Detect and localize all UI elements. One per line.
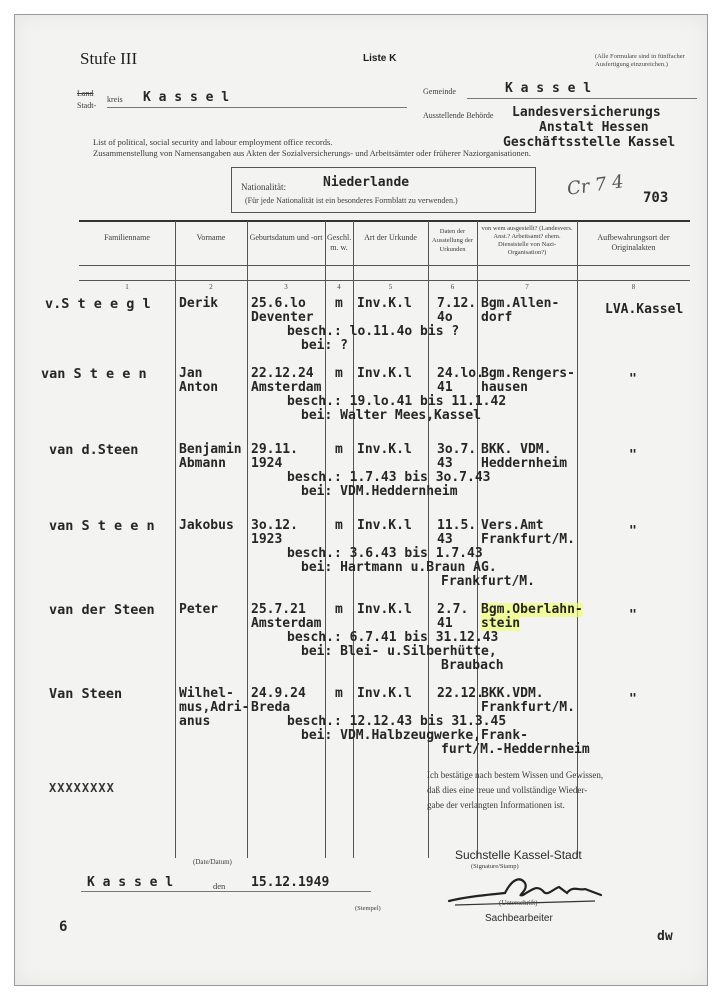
column-number-7: 7 [525, 283, 529, 291]
typist-initials: dw [657, 929, 673, 944]
column-header-6: Daten der Ausstellung der Urkunden [432, 228, 473, 253]
stadt-label: Stadt- [77, 101, 97, 110]
row-surname: v.S t e e g l [45, 296, 151, 312]
row-document-date: 24.lo. [437, 366, 484, 381]
row-given-name: Abmann [179, 456, 226, 471]
sachbearbeiter-label: Sachbearbeiter [485, 913, 553, 924]
column-header-3: Geburtsdatum und -ort [249, 233, 323, 242]
description-german: Zusammenstellung von Namensangaben aus Akten der Sozialversicherungs- und Arbeitsämter oder früherer Naziorganisationen. [93, 148, 531, 158]
footer-den: den [213, 881, 226, 891]
copies-note-line1: (Alle Formulare sind in fünffacher [595, 53, 685, 60]
row-issuer: BKK.VDM. [481, 686, 544, 701]
row-sex: m [335, 686, 343, 701]
row-employment: besch.: 12.12.43 bis 31.3.45 [287, 714, 507, 729]
row-storage: " [629, 372, 637, 387]
row-document-date: 11.5. [437, 518, 477, 533]
row-issuer: Heddernheim [481, 456, 568, 471]
column-header-4: Geschl. m. w. [327, 233, 352, 252]
row-employer: furt/M.-Heddernheim [441, 742, 590, 757]
row-sex: m [335, 366, 343, 381]
row-birth: 3o.12. [251, 518, 298, 533]
sheet-number: 703 [643, 190, 669, 206]
row-issuer: Frankfurt/M. [481, 700, 575, 715]
list-title: Liste K [363, 53, 397, 64]
row-document-date: 43 [437, 456, 453, 471]
row-birth: 1923 [251, 532, 283, 547]
row-surname: van der Steen [49, 602, 155, 618]
footer-date: 15.12.1949 [251, 875, 330, 890]
row-storage: " [629, 608, 637, 623]
col-divider-3 [325, 221, 326, 858]
row-given-name: Wilhel- [179, 686, 234, 701]
column-header-5: Art der Urkunde [364, 233, 417, 242]
column-number-1: 1 [125, 283, 129, 291]
gemeinde-value: K a s s e l [505, 81, 592, 96]
signature-label: (Signature/Stamp) [471, 863, 519, 870]
column-number-8: 8 [631, 283, 636, 291]
row-given-name: Anton [179, 380, 219, 395]
handwritten-mark: Cr 7 4 [565, 171, 625, 200]
row-document-type: Inv.K.l [357, 442, 412, 457]
row-document-type: Inv.K.l [357, 602, 412, 617]
row-issuer: hausen [481, 380, 528, 395]
row-employer: bei: Hartmann u.Braun AG. [301, 560, 497, 575]
row-document-date: 4o [437, 310, 453, 325]
row-employer: Frankfurt/M. [441, 574, 535, 589]
stempel-label: (Stempel) [355, 905, 381, 912]
row-birth: 25.6.lo [251, 296, 306, 311]
column-header-8: Aufbewahrungsort der Originalakten [597, 233, 670, 252]
row-birth: 29.11. [251, 442, 298, 457]
column-header-7: von wem ausgestellt? (Landesvers. Anst.? Arbeitsamt? ehem. Dienststelle von Nazi-Organisation?) [481, 225, 573, 256]
row-employment: besch.: 19.lo.41 bis 11.1.42 [287, 394, 507, 409]
header-bottom-rule [79, 265, 690, 266]
row-issuer: Bgm.Allen- [481, 296, 560, 311]
form-sheet [14, 14, 708, 986]
column-number-4: 4 [337, 283, 341, 291]
row-issuer: Vers.Amt [481, 518, 544, 533]
row-employer: bei: Blei- u.Silberhütte, [301, 644, 497, 659]
row-document-date: 2.7. [437, 602, 469, 617]
row-employment: besch.: 3.6.43 bis 1.7.43 [287, 546, 483, 561]
nationality-value: Niederlande [323, 175, 410, 190]
numbers-bottom-rule [79, 280, 690, 281]
certification-line2: daß dies eine treue und vollständige Wieder- [427, 785, 588, 795]
authority-line3: Geschäftsstelle Kassel [503, 135, 676, 150]
row-sex: m [335, 296, 343, 311]
row-given-name: Derik [179, 296, 219, 311]
nationality-note: (Für jede Nationalität ist ein besonderes Formblatt zu verwenden.) [245, 196, 458, 205]
column-number-3: 3 [284, 283, 288, 291]
row-given-name: Benjamin [179, 442, 242, 457]
row-sex: m [335, 518, 343, 533]
col-divider-6 [477, 221, 478, 858]
kreis-underline [107, 107, 407, 108]
row-sex: m [335, 442, 343, 457]
row-given-name: Peter [179, 602, 219, 617]
row-employment: besch.: 6.7.41 bis 31.12.43 [287, 630, 499, 645]
row-issuer: BKK. VDM. [481, 442, 552, 457]
col-divider-5 [428, 221, 429, 858]
column-header-2: Vorname [196, 233, 226, 242]
row-document-type: Inv.K.l [357, 296, 412, 311]
row-document-type: Inv.K.l [357, 366, 412, 381]
row-given-name: mus,Adri- [179, 700, 250, 715]
row-document-type: Inv.K.l [357, 686, 412, 701]
row-surname: van S t e e n [49, 518, 155, 534]
authority-label: Ausstellende Behörde [423, 111, 494, 120]
row-birth: Amsterdam [251, 616, 322, 631]
certification-line3: gabe der verlangten Informationen ist. [427, 800, 565, 810]
row-employer: bei: VDM.Halbzeugwerke,Frank- [301, 728, 528, 743]
row-surname: Van Steen [49, 686, 123, 702]
row-document-date: 7.12. [437, 296, 477, 311]
column-number-6: 6 [450, 283, 455, 291]
row-employer: bei: VDM.Heddernheim [301, 484, 458, 499]
row-given-name: Jakobus [179, 518, 234, 533]
row-birth: Amsterdam [251, 380, 322, 395]
row-sex: m [335, 602, 343, 617]
stamp-organization: Suchstelle Kassel-Stadt [455, 848, 582, 862]
land-label: Land [77, 89, 94, 98]
row-issuer: Bgm.Oberlahn- [481, 602, 583, 617]
column-number-2: 2 [209, 283, 213, 291]
row-given-name: Jan [179, 366, 203, 381]
description-english: List of political, social security and labour employment office records. [93, 137, 333, 147]
kreis-label: kreis [107, 95, 123, 104]
row-issuer: dorf [481, 310, 513, 325]
column-header-1: Familienname [104, 233, 150, 242]
row-employment: besch.: 1.7.43 bis 3o.7.43 [287, 470, 491, 485]
row-employer: Braubach [441, 658, 504, 673]
row-document-type: Inv.K.l [357, 518, 412, 533]
table-top-rule [79, 220, 690, 222]
col-divider-7 [577, 221, 578, 858]
authority-line2: Anstalt Hessen [539, 120, 649, 135]
row-issuer: Bgm.Rengers- [481, 366, 575, 381]
row-document-date: 41 [437, 616, 453, 631]
row-storage: " [629, 524, 637, 539]
row-birth: 24.9.24 [251, 686, 306, 701]
gemeinde-underline [467, 98, 697, 99]
row-birth: 22.12.24 [251, 366, 314, 381]
footer-place: K a s s e l [87, 875, 174, 890]
nationality-label: Nationalität: [241, 182, 286, 192]
row-document-date: 41 [437, 380, 453, 395]
row-storage: LVA.Kassel [605, 302, 684, 317]
row-birth: Deventer [251, 310, 314, 325]
row-document-date: 22.12. [437, 686, 484, 701]
row-issuer: Frankfurt/M. [481, 532, 575, 547]
row-issuer: stein [481, 616, 521, 631]
row-document-date: 43 [437, 532, 453, 547]
row-employer: bei: ? [301, 338, 348, 353]
date-underline [81, 891, 371, 892]
row-storage: " [629, 448, 637, 463]
authority-line1: Landesversicherungs [512, 105, 661, 120]
page-number: 6 [59, 919, 68, 935]
table-terminator: XXXXXXXX [49, 781, 115, 795]
row-birth: 25.7.21 [251, 602, 306, 617]
gemeinde-label: Gemeinde [423, 87, 456, 96]
form-level-title: Stufe III [80, 49, 138, 68]
certification-line1: Ich bestätige nach bestem Wissen und Gewissen, [427, 770, 604, 780]
row-surname: van d.Steen [49, 442, 139, 458]
col-divider-1 [175, 221, 176, 858]
copies-note-line2: Ausfertigung einzureichen.) [595, 61, 668, 68]
row-employment: besch.: lo.11.4o bis ? [287, 324, 460, 339]
column-number-5: 5 [388, 283, 393, 291]
row-birth: Breda [251, 700, 291, 715]
row-surname: van S t e e n [41, 366, 147, 382]
row-given-name: anus [179, 714, 211, 729]
row-document-date: 3o.7. [437, 442, 477, 457]
col-divider-2 [247, 221, 248, 858]
row-employer: bei: Walter Mees,Kassel [301, 408, 482, 423]
col-divider-4 [353, 221, 354, 858]
date-label: (Date/Datum) [193, 858, 232, 866]
kreis-value: K a s s e l [143, 90, 230, 105]
row-birth: 1924 [251, 456, 283, 471]
row-storage: " [629, 692, 637, 707]
unterschrift-label: (Unterschrift) [499, 899, 538, 907]
